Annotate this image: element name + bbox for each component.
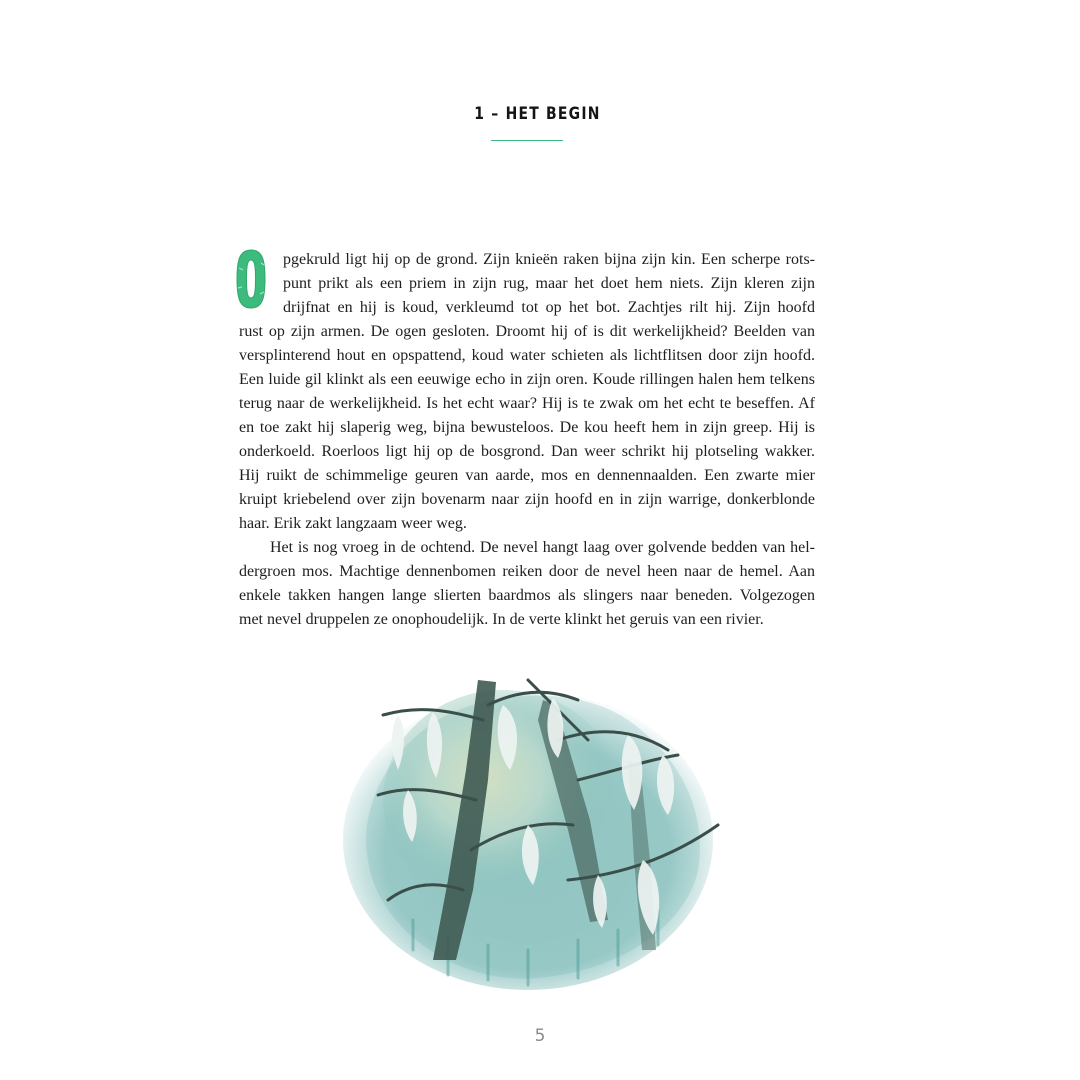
text-line: kruipt kriebelend over zijn bovenarm naar zijn hoofd en in zijn warrige, donkerblonde (239, 491, 815, 508)
text-line: drijfnat en hij is koud, verkleumd tot op het bot. Zachtjes rilt hij. Zijn hoofd (283, 299, 815, 316)
text-line: en toe zakt hij slaperig weg, bijna bewusteloos. De kou heeft hem in zijn greep. Hij is (239, 419, 815, 436)
text-line: Het is nog vroeg in de ochtend. De nevel hangt laag over golvende bedden van hel- (270, 539, 815, 556)
chapter-title: 1 – HET BEGIN (474, 104, 601, 124)
title-underline (491, 140, 563, 141)
forest-illustration (328, 660, 738, 990)
text-line: met nevel druppelen ze onophoudelijk. In de verte klinkt het geruis van een rivier. (239, 611, 764, 628)
text-line: rust op zijn armen. De ogen gesloten. Droomt hij of is dit werkelijkheid? Beelden van (239, 323, 815, 340)
text-line: Hij ruikt de schimmelige geuren van aarde, mos en dennennaalden. Een zwarte mier (239, 467, 815, 484)
text-line: onderkoeld. Roerloos ligt hij op de bosgrond. Dan weer schrikt hij plotseling wakker. (239, 443, 815, 460)
text-line: pgekruld ligt hij op de grond. Zijn knieën raken bijna zijn kin. Een scherpe rots- (283, 251, 815, 268)
text-line: enkele takken hangen lange slierten baardmos als slingers naar beneden. Volgezogen (239, 587, 815, 604)
text-line: Een luide gil klinkt als een eeuwige echo in zijn oren. Koude rillingen halen hem telkens (239, 371, 815, 388)
body-text (239, 248, 815, 632)
text-line: haar. Erik zakt langzaam weer weg. (239, 515, 467, 532)
text-line: punt prikt als een priem in zijn rug, maar het doet hem niets. Zijn kleren zijn (283, 275, 815, 292)
text-line: versplinterend hout en opspattend, koud water schieten als lichtflitsen door zijn hoofd. (239, 347, 815, 364)
text-line: terug naar de werkelijkheid. Is het echt waar? Hij is te zwak om het echt te beseffen. Af (239, 395, 815, 412)
text-line: dergroen mos. Machtige dennenbomen reiken door de nevel heen naar de hemel. Aan (239, 563, 815, 580)
page-number: 5 (534, 1026, 546, 1046)
